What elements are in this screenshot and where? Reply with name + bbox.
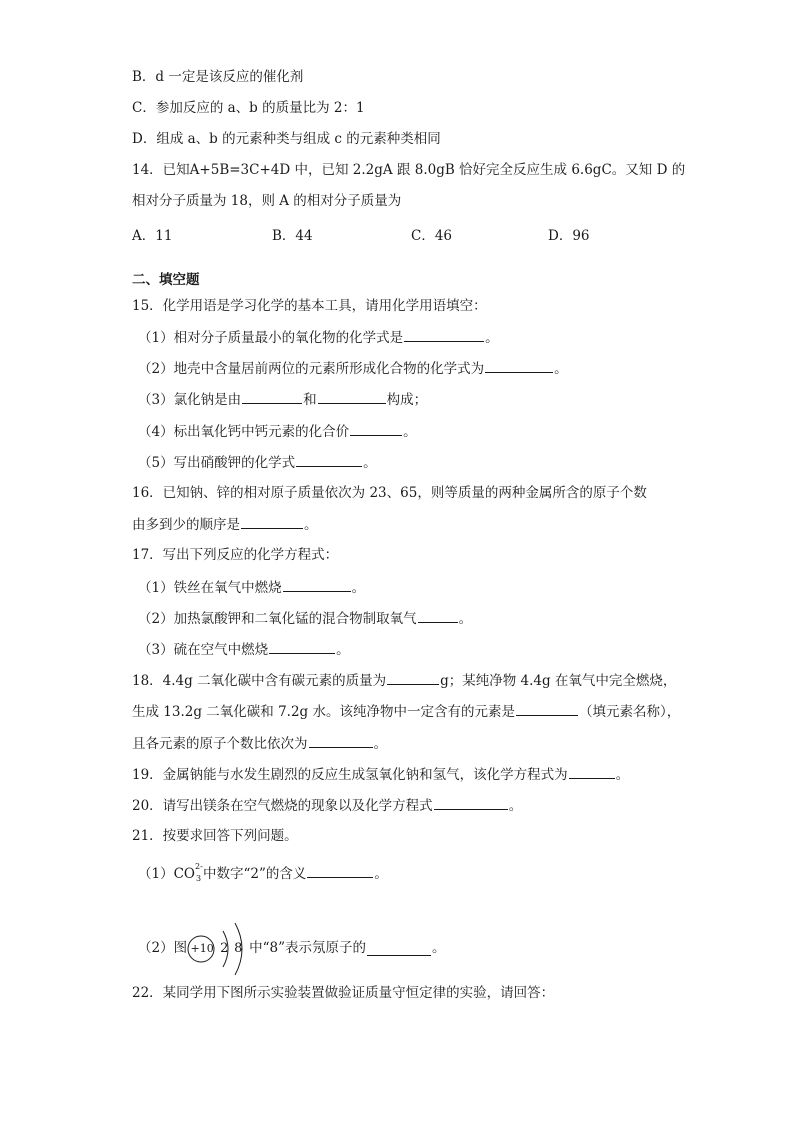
q14-stem-line1: 14．已知A+5B=3C+4D 中，已知 2.2gA 跟 8.0gB 恰好完全反应生成 6.6gC。又知 D 的: [132, 162, 686, 178]
answer-blank[interactable]: [404, 328, 484, 342]
q15-part1: [138, 328, 499, 347]
q13-option-d: D．组成 a、b 的元素种类与组成 c 的元素种类相同: [132, 131, 441, 147]
q16-stem-line1: 16．已知钠、锌的相对原子质量依次为 23、65，则等质量的两种金属所含的原子个数: [132, 485, 647, 501]
q18-line1-text-b: g；某纯净物 4.4g 在氧气中完全燃烧，: [440, 673, 677, 689]
period: 。: [554, 361, 568, 377]
answer-blank[interactable]: [318, 390, 386, 404]
charge-superscript: 2-: [195, 862, 203, 871]
period: 。: [458, 611, 473, 627]
shell-electrons-2: 8: [234, 940, 243, 956]
q13-option-b: B．d 一定是该反应的催化剂: [132, 69, 304, 85]
shell-electrons-1: 2: [220, 940, 229, 956]
q17-part1-text: （1）铁丝在氧气中燃烧: [138, 580, 282, 596]
period: 。: [351, 580, 366, 596]
answer-blank[interactable]: [283, 578, 351, 592]
q16-stem-line2-text: 由多到少的顺序是: [132, 517, 240, 533]
q15-part3: [138, 390, 427, 409]
answer-blank[interactable]: [434, 796, 508, 810]
answer-blank[interactable]: [296, 453, 362, 467]
q14-option-c: C．46: [411, 228, 453, 244]
q17-part2-text: （2）加热氯酸钾和二氧化锰的混合物制取氧气: [138, 611, 417, 627]
q20-text: 20．请写出镁条在空气燃烧的现象以及化学方程式: [132, 798, 433, 814]
q14-option-a: A．11: [132, 228, 173, 244]
q19-text: 19．金属钠能与水发生剧烈的反应生成氢氧化钠和氢气，该化学方程式为: [132, 767, 568, 783]
q21-part2: [138, 918, 446, 978]
q21-part1-text-a: （1）CO: [138, 866, 195, 882]
answer-blank[interactable]: [309, 734, 373, 748]
q20-stem: [132, 796, 522, 815]
q21-stem: 21．按要求回答下列问题。: [132, 828, 298, 844]
q16-stem-line2: [132, 515, 318, 534]
q18-line3-text: 且各元素的原子个数比依次为: [132, 736, 308, 752]
answer-blank[interactable]: [350, 422, 402, 436]
q15-part5-text: （5）写出硝酸钾的化学式: [138, 455, 296, 471]
q17-part3-text: （3）硫在空气中燃烧: [138, 642, 269, 658]
q19-stem: [132, 765, 629, 784]
answer-blank[interactable]: [367, 942, 431, 956]
q15-part1-text: （1）相对分子质量最小的氧化物的化学式是: [138, 330, 404, 346]
q15-part5: [138, 453, 377, 472]
period: 。: [615, 767, 630, 783]
q18-line2-text-a: 生成 13.2g 二氧化碳和 7.2g 水。该纯净物中一定含有的元素是: [132, 704, 515, 720]
q15-part2-text: （2）地壳中含量居前两位的元素所形成化合物的化学式为: [138, 361, 485, 377]
answer-blank[interactable]: [387, 671, 439, 685]
q22-stem: 22．某同学用下图所示实验装置做验证质量守恒定律的实验，请回答：: [132, 985, 555, 1001]
neon-atom-diagram: [187, 919, 271, 979]
answer-blank[interactable]: [485, 359, 553, 373]
q18-line2-text-b: （填元素名称），: [578, 704, 681, 720]
q18-line2: [132, 702, 680, 721]
answer-blank[interactable]: [241, 515, 303, 529]
answer-blank[interactable]: [418, 609, 458, 623]
q14-option-b: B．44: [272, 228, 313, 244]
period: 。: [336, 642, 350, 658]
q14-option-d: D．96: [548, 228, 590, 244]
period: 。: [363, 455, 377, 471]
carbonate-charge: [195, 862, 203, 883]
q14-stem-line2: 相对分子质量为 18，则 A 的相对分子质量为: [132, 193, 402, 209]
q18-line3: [132, 734, 387, 753]
section-title: 二、填空题: [132, 272, 200, 288]
period: 。: [432, 940, 446, 956]
period: 。: [508, 798, 523, 814]
q17-stem: 17．写出下列反应的化学方程式：: [132, 547, 339, 563]
q17-part3: [138, 640, 350, 659]
q15-part4-text: （4）标出氧化钙中钙元素的化合价: [138, 424, 350, 440]
period: 。: [485, 330, 499, 346]
period: 。: [374, 866, 388, 882]
q17-part2: [138, 609, 472, 628]
q18-line1-text-a: 18．4.4g 二氧化碳中含有碳元素的质量为: [132, 673, 387, 689]
answer-blank[interactable]: [242, 390, 302, 404]
q17-part1: [138, 578, 365, 597]
q21-part1-text-b: 中数字“2”的含义: [203, 866, 307, 882]
q15-part3-text-c: 构成；: [386, 392, 428, 408]
q21-part1: [138, 864, 388, 883]
answer-blank[interactable]: [269, 640, 335, 654]
period: 。: [373, 736, 387, 752]
period: 。: [403, 424, 417, 440]
nucleus-charge: +10: [190, 941, 214, 955]
q15-part4: [138, 422, 417, 441]
period: 。: [304, 517, 318, 533]
q15-part3-text-a: （3）氯化钠是由: [138, 392, 242, 408]
q15-part2: [138, 359, 568, 378]
q15-stem: 15．化学用语是学习化学的基本工具，请用化学用语填空：: [132, 298, 487, 314]
q15-part3-text-b: 和: [303, 392, 317, 408]
q21-part2-text-a: （2）图: [138, 940, 188, 956]
answer-blank[interactable]: [569, 765, 615, 779]
answer-blank[interactable]: [307, 864, 373, 878]
answer-blank[interactable]: [516, 702, 578, 716]
q13-option-c: C．参加反应的 a、b 的质量比为 2：1: [132, 100, 365, 116]
q18-line1: [132, 671, 676, 690]
subscript: 3: [196, 874, 202, 883]
q21-part2-text-b: 中“8”表示氖原子的: [249, 940, 366, 956]
